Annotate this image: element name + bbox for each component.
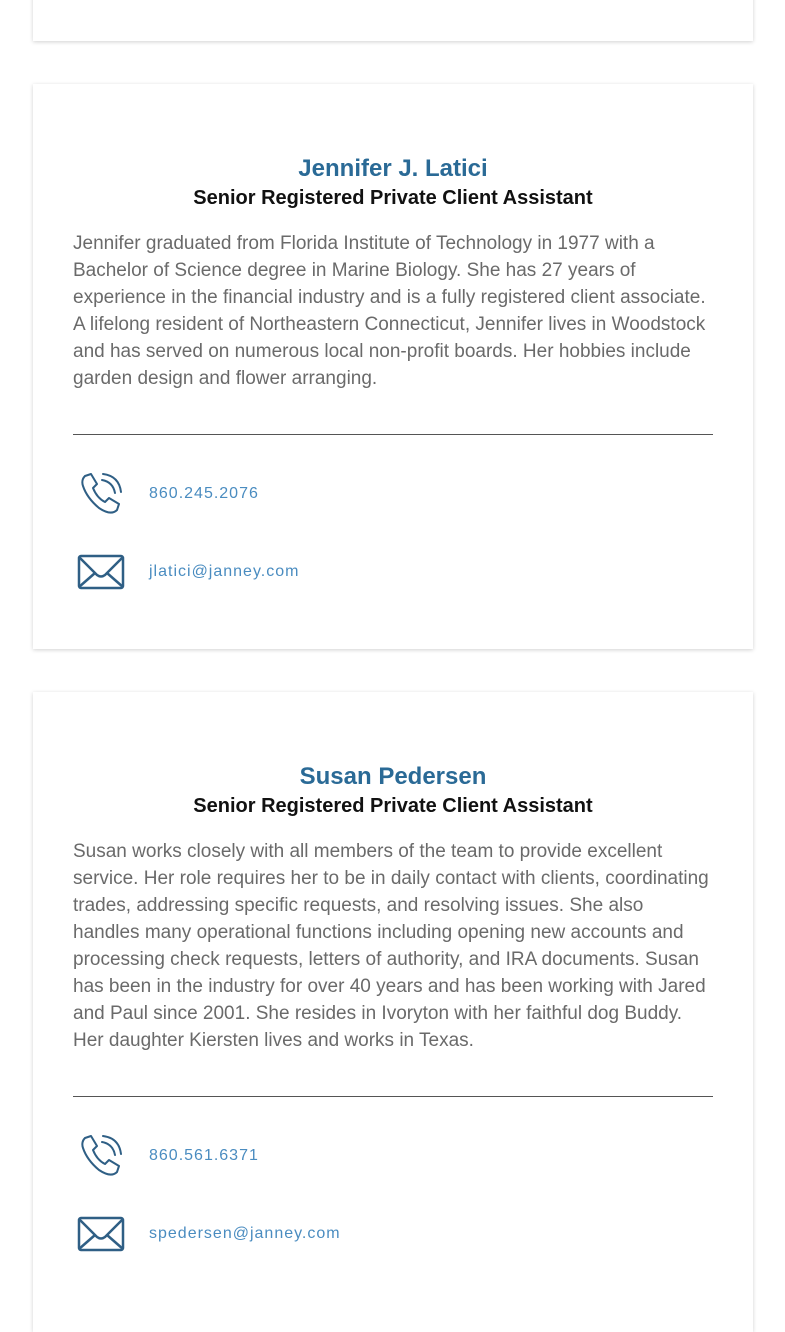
phone-icon bbox=[77, 470, 125, 518]
member-bio: Jennifer graduated from Florida Institute of Technology in 1977 with a Bachelor of Science degree in Marine Biology. She has 27 years of experience in the financial industry and is a fully registered client associate. A lifelong resident of Northeastern Connecticut, Jennifer lives in Woodstock and has served on numerous local non-profit boards. Her hobbies include garden design and flower arranging. bbox=[73, 233, 706, 389]
divider bbox=[73, 1096, 713, 1097]
phone-link[interactable]: 860.245.2076 bbox=[149, 485, 259, 502]
email-row bbox=[73, 1209, 713, 1259]
phone-row bbox=[73, 1131, 713, 1181]
member-name: Susan Pedersen bbox=[299, 763, 487, 790]
divider bbox=[73, 434, 713, 435]
phone-row bbox=[73, 469, 713, 519]
member-title: Senior Registered Private Client Assistant bbox=[193, 187, 593, 209]
team-member-card bbox=[33, 84, 753, 649]
team-member-card bbox=[33, 692, 753, 1332]
phone-icon bbox=[77, 1132, 125, 1180]
previous-team-card bbox=[33, 0, 753, 41]
envelope-icon bbox=[77, 548, 125, 596]
email-link[interactable]: jlatici@janney.com bbox=[149, 563, 300, 580]
email-row bbox=[73, 547, 713, 597]
member-name: Jennifer J. Latici bbox=[298, 155, 488, 182]
phone-link[interactable]: 860.561.6371 bbox=[149, 1147, 259, 1164]
member-title: Senior Registered Private Client Assistant bbox=[193, 795, 593, 817]
email-link[interactable]: spedersen@janney.com bbox=[149, 1225, 341, 1242]
member-bio: Susan works closely with all members of the team to provide excellent service. Her role requires her to be in daily contact with clients, coordinating trades, addressing specific requests, and resolving issues. She also handles many operational functions including opening new accounts and processing check requests, letters of authority, and IRA documents. Susan has been in the industry for over 40 years and has been working with Jared and Paul since 2001. She resides in Ivoryton with her faithful dog Buddy. Her daughter Kiersten lives and works in Texas. bbox=[73, 841, 709, 1051]
envelope-icon bbox=[77, 1210, 125, 1258]
